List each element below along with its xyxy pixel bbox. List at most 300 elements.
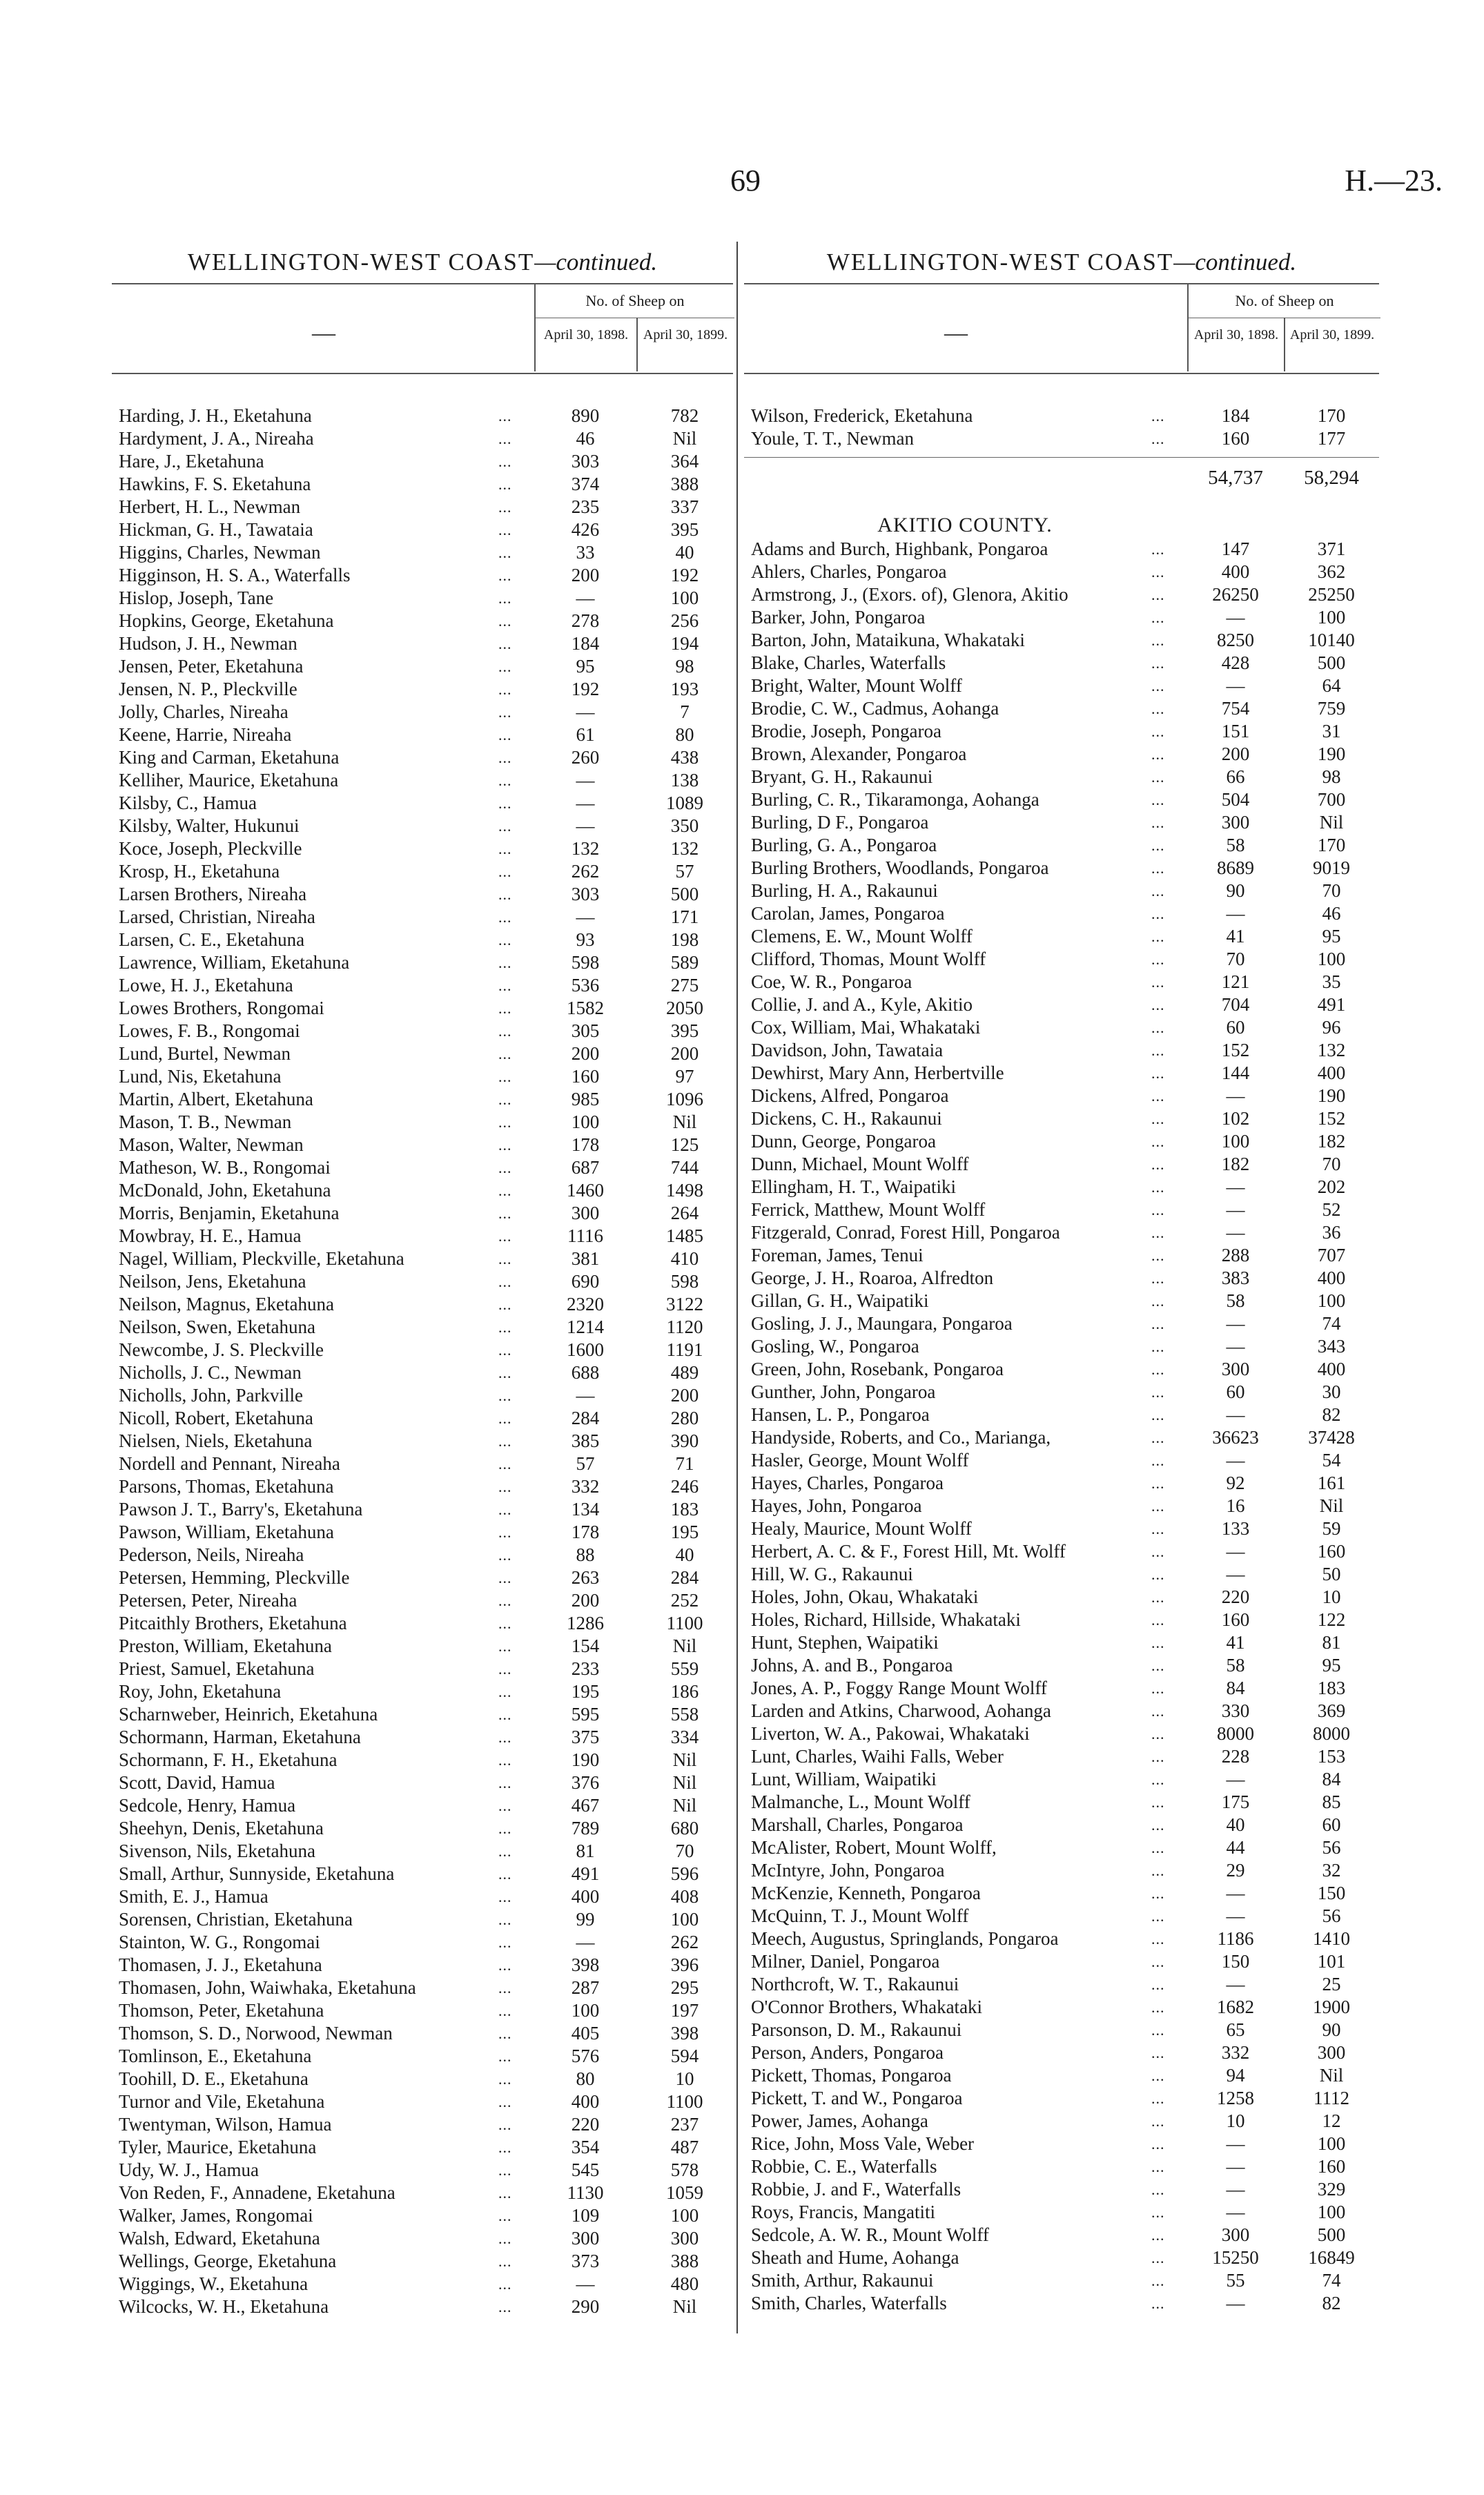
sheep-1898: 374 (571, 474, 600, 494)
table-row: McDonald, John, Eketahuna ... 1460 1498 (112, 1179, 733, 1202)
owner-name: Holes, John, Okau, Whakataki (751, 1586, 979, 1607)
table-row (744, 1107, 1379, 1130)
sheep-1898: 330 (1221, 1700, 1250, 1721)
sheep-1899: 388 (670, 2251, 699, 2271)
leader-dots: ... (1151, 677, 1165, 695)
sheep-1899: Nil (1319, 2065, 1344, 2086)
table-row (744, 834, 1379, 857)
subtotal-row (744, 457, 1379, 498)
sheep-1899: 7 (680, 701, 690, 722)
owner-name: Barker, John, Pongaroa (751, 607, 926, 628)
table-row (744, 1677, 1379, 1700)
sheep-1898: 44 (1226, 1837, 1245, 1858)
leader-dots: ... (1151, 1019, 1165, 1036)
sheep-1898: 300 (1221, 1359, 1250, 1379)
owner-name: Herbert, H. L., Newman (119, 496, 301, 517)
owner-name: Lowe, H. J., Eketahuna (119, 975, 293, 996)
owner-name: Pickett, Thomas, Pongaroa (751, 2065, 952, 2086)
leader-dots: ... (1151, 1247, 1165, 1264)
table-row (744, 629, 1379, 652)
sheep-1898: — (1226, 1336, 1245, 1357)
leader-dots: ... (1151, 2181, 1165, 2198)
sheep-1899: 81 (1322, 1632, 1341, 1653)
owner-name: Davidson, John, Tawataia (751, 1040, 944, 1060)
owner-name: Wilcocks, W. H., Eketahuna (119, 2296, 329, 2317)
table-row: Nicholls, J. C., Newman ... 688 489 (112, 1361, 733, 1384)
owner-name: Adams and Burch, Highbank, Pongaroa (751, 538, 1048, 559)
sheep-1899: 100 (1317, 2202, 1346, 2222)
table-row (744, 1472, 1379, 1495)
sheep-1899: 190 (1317, 1085, 1346, 1106)
sheep-1899: 192 (670, 565, 699, 585)
owner-name: Martin, Albert, Eketahuna (119, 1089, 313, 1109)
leader-dots: ... (1151, 791, 1165, 808)
sheep-1898: 688 (571, 1362, 600, 1383)
left-name-col-header: — (312, 320, 335, 346)
table-row: Nielsen, Niels, Eketahuna ... 385 390 (112, 1430, 733, 1453)
table-row (744, 1586, 1379, 1609)
sheep-1898: 99 (576, 1909, 595, 1930)
sheep-1899: 60 (1322, 1814, 1341, 1835)
sheep-1899: 1089 (666, 793, 703, 813)
sheep-1898: 220 (571, 2114, 600, 2135)
owner-name: Robbie, J. and F., Waterfalls (751, 2179, 961, 2200)
sheep-1898: 60 (1226, 1381, 1245, 1402)
table-row (744, 1244, 1379, 1267)
owner-name: Neilson, Swen, Eketahuna (119, 1317, 315, 1337)
leader-dots: ... (1151, 2021, 1165, 2039)
table-row: Tomlinson, E., Eketahuna ... 576 594 (112, 2045, 733, 2068)
table-row: Larsen Brothers, Nireaha ... 303 500 (112, 883, 733, 906)
leader-dots: ... (1151, 1338, 1165, 1355)
owner-name: Tomlinson, E., Eketahuna (119, 2046, 312, 2066)
sheep-1898: 375 (571, 1727, 600, 1747)
sheep-1898: — (576, 2273, 595, 2294)
table-row (744, 1335, 1379, 1358)
right-rows (744, 538, 1379, 2315)
sheep-1899: 35 (1322, 971, 1341, 992)
leader-dots: ... (1151, 2044, 1165, 2061)
sheep-1899: 25250 (1308, 584, 1355, 605)
table-row (744, 1381, 1379, 1404)
leader-dots: ... (1151, 814, 1165, 831)
owner-name: Nicholls, John, Parkville (119, 1385, 303, 1406)
sheep-1898: 26250 (1212, 584, 1259, 605)
right-col-1899: April 30, 1899. (1284, 318, 1379, 371)
sheep-1899: 30 (1322, 1381, 1341, 1402)
table-row (744, 1130, 1379, 1153)
sheep-1899: 594 (670, 2046, 699, 2066)
sheep-1898: 93 (576, 929, 595, 950)
table-row (744, 1221, 1379, 1244)
owner-name: Tyler, Maurice, Eketahuna (119, 2137, 317, 2157)
sheep-1898: 109 (571, 2205, 600, 2226)
sheep-1898: 690 (571, 1271, 600, 1292)
right-col-1898: April 30, 1898. (1187, 318, 1284, 371)
sheep-1899: 171 (670, 906, 699, 927)
sheep-1898: 41 (1226, 926, 1245, 946)
sheep-1899: 10 (675, 2068, 694, 2089)
owner-name: Stainton, W. G., Rongomai (119, 1932, 320, 1952)
sheep-1899: 400 (1317, 1062, 1346, 1083)
table-row: Nicoll, Robert, Eketahuna ... 284 280 (112, 1407, 733, 1430)
table-row (744, 1517, 1379, 1540)
sheep-1899: 8000 (1313, 1723, 1350, 1744)
table-row (744, 606, 1379, 629)
table-row: Koce, Joseph, Pleckville ... 132 132 (112, 837, 733, 860)
sheep-1899: 100 (1317, 2133, 1346, 2154)
sheep-1899: 202 (1317, 1176, 1346, 1197)
table-row (744, 2064, 1379, 2087)
page-number: 69 (730, 164, 761, 197)
table-row (744, 1928, 1379, 1950)
owner-name: Sheath and Hume, Aohanga (751, 2247, 959, 2268)
sheep-1898: — (1226, 1564, 1245, 1584)
owner-name: Ferrick, Matthew, Mount Wolff (751, 1199, 986, 1220)
owner-name: Clemens, E. W., Mount Wolff (751, 926, 973, 946)
subtotal-1898: 54,737 (1208, 467, 1263, 489)
sheep-1898: 789 (571, 1818, 600, 1838)
owner-name: Small, Arthur, Sunnyside, Eketahuna (119, 1863, 395, 1884)
table-row: Neilson, Magnus, Eketahuna ... 2320 3122 (112, 1293, 733, 1316)
table-row: Matheson, W. B., Rongomai ... 687 744 (112, 1156, 733, 1179)
sheep-1899: Nil (672, 428, 697, 449)
sheep-1898: 33 (576, 542, 595, 563)
sheep-1899: 400 (1317, 1359, 1346, 1379)
sheep-1899: 500 (1317, 2224, 1346, 2245)
leader-dots: ... (1151, 1816, 1165, 1834)
sheep-1899: 369 (1317, 1700, 1346, 1721)
owner-name: Robbie, C. E., Waterfalls (751, 2156, 937, 2177)
table-row (744, 1016, 1379, 1039)
sheep-1898: 504 (1221, 789, 1250, 810)
leader-dots: ... (1151, 1361, 1165, 1378)
table-row: Scott, David, Hamua ... 376 Nil (112, 1771, 733, 1794)
owner-name: Youle, T. T., Newman (751, 428, 914, 449)
sheep-1898: — (1226, 2293, 1245, 2313)
sheep-1898: 100 (571, 1111, 600, 1132)
table-row: Sivenson, Nils, Eketahuna ... 81 70 (112, 1840, 733, 1863)
owner-name: Gunther, John, Pongaroa (751, 1381, 936, 1402)
leader-dots: ... (1151, 407, 1165, 425)
sheep-1899: 1100 (666, 2091, 703, 2112)
sheep-1898: 228 (1221, 1746, 1250, 1767)
sheep-1898: 65 (1226, 2019, 1245, 2040)
sheep-1899: 400 (1317, 1268, 1346, 1288)
sheep-1898: 55 (1226, 2270, 1245, 2291)
leader-dots: ... (1151, 1953, 1165, 1970)
leader-dots: ... (1151, 1315, 1165, 1332)
sheep-1898: 687 (571, 1157, 600, 1178)
sheep-1898: 300 (571, 1203, 600, 1223)
sheep-1898: 1186 (1217, 1928, 1254, 1949)
table-row: Wellings, George, Eketahuna ... 373 388 (112, 2250, 733, 2273)
sheep-1898: 58 (1226, 1655, 1245, 1676)
sheep-1898: 467 (571, 1795, 600, 1816)
table-row (744, 1449, 1379, 1472)
left-heading: WELLINGTON-WEST COAST—continued. (187, 249, 658, 275)
owner-name: Brodie, Joseph, Pongaroa (751, 721, 941, 741)
table-row: Kilsby, C., Hamua ... — 1089 (112, 792, 733, 815)
sheep-1898: — (1226, 1222, 1245, 1243)
sheep-1898: 160 (1221, 1609, 1250, 1630)
sheep-1899: 70 (1322, 1154, 1341, 1174)
table-row (744, 1722, 1379, 1745)
owner-name: Sedcole, A. W. R., Mount Wolff (751, 2224, 989, 2245)
table-row (744, 561, 1379, 583)
sheep-1899: 10140 (1308, 630, 1355, 650)
table-row (744, 2110, 1379, 2133)
table-row (744, 1563, 1379, 1586)
leader-dots: ... (1151, 632, 1165, 649)
owner-name: Cox, William, Mai, Whakataki (751, 1017, 981, 1038)
sheep-1898: 200 (1221, 744, 1250, 764)
owner-name: Hasler, George, Mount Wolff (751, 1450, 969, 1470)
owner-name: Newcombe, J. S. Pleckville (119, 1339, 324, 1360)
sheep-1898: 195 (571, 1681, 600, 1702)
sheep-1899: 177 (1317, 428, 1346, 449)
sheep-1898: 381 (571, 1248, 600, 1269)
table-row: Petersen, Hemming, Pleckville ... 263 284 (112, 1566, 733, 1589)
sheep-1898: 376 (571, 1772, 600, 1793)
table-row: Kilsby, Walter, Hukunui ... — 350 (112, 815, 733, 837)
sheep-1899: 1191 (666, 1339, 703, 1360)
leader-dots: ... (1151, 837, 1165, 854)
leader-dots: ... (1151, 1794, 1165, 1811)
table-row: King and Carman, Eketahuna ... 260 438 (112, 746, 733, 769)
table-row: Priest, Samuel, Eketahuna ... 233 559 (112, 1658, 733, 1680)
table-row (744, 902, 1379, 925)
table-row: Sheehyn, Denis, Eketahuna ... 789 680 (112, 1817, 733, 1840)
table-row (744, 538, 1379, 561)
table-row: Hudson, J. H., Newman ... 184 194 (112, 632, 733, 655)
table-row (744, 2133, 1379, 2155)
sheep-1898: 704 (1221, 994, 1250, 1015)
sheep-1898: 278 (571, 610, 600, 631)
owner-name: Walker, James, Rongomai (119, 2205, 313, 2226)
leader-dots: ... (1151, 1270, 1165, 1287)
sheep-1899: 9019 (1313, 857, 1350, 878)
sheep-1899: 395 (670, 1020, 699, 1041)
sheep-1898: 57 (576, 1453, 595, 1474)
sheep-1898: 303 (571, 451, 600, 472)
sheep-1898: 133 (1221, 1518, 1250, 1539)
owner-name: Hill, W. G., Rakaunui (751, 1564, 913, 1584)
sheep-1898: 100 (571, 2000, 600, 2021)
sheep-1898: 545 (571, 2159, 600, 2180)
table-row: Neilson, Jens, Eketahuna ... 690 598 (112, 1270, 733, 1293)
sheep-1898: 1600 (567, 1339, 604, 1360)
sheep-1899: 1112 (1314, 2088, 1349, 2108)
sheep-1898: 332 (1221, 2042, 1250, 2063)
sheep-1899: 2050 (666, 998, 703, 1018)
sheep-1898: — (1226, 607, 1245, 628)
table-row (744, 880, 1379, 902)
sheep-1898: 303 (571, 884, 600, 904)
sheep-1898: — (1226, 2202, 1245, 2222)
table-row: Jolly, Charles, Nireaha ... — 7 (112, 701, 733, 724)
owner-name: Healy, Maurice, Mount Wolff (751, 1518, 972, 1539)
table-row (744, 1950, 1379, 1973)
table-row: Hickman, G. H., Tawataia ... 426 395 (112, 518, 733, 541)
owner-name: Gosling, W., Pongaroa (751, 1336, 919, 1357)
sheep-1898: 190 (571, 1749, 600, 1770)
sheep-1899: 70 (1322, 880, 1341, 901)
sheep-1899: 559 (670, 1658, 699, 1679)
table-row: Lowes, F. B., Rongomai ... 305 395 (112, 1020, 733, 1042)
sheep-1899: 46 (1322, 903, 1341, 924)
sheep-1899: 1498 (666, 1180, 703, 1201)
sheep-1898: 200 (571, 1590, 600, 1611)
table-row: Kelliher, Maurice, Eketahuna ... — 138 (112, 769, 733, 792)
owner-name: Ellingham, H. T., Waipatiki (751, 1176, 957, 1197)
sheep-1899: 491 (1317, 994, 1346, 1015)
table-row (744, 583, 1379, 606)
table-row (744, 1836, 1379, 1859)
sheep-1899: 300 (670, 2228, 699, 2249)
leader-dots: ... (1151, 430, 1165, 447)
sheep-1898: — (1226, 2179, 1245, 2200)
owner-name: Twentyman, Wilson, Hamua (119, 2114, 332, 2135)
sheep-1899: 132 (670, 838, 699, 859)
sheep-1898: — (1226, 2156, 1245, 2177)
leader-dots: ... (1151, 1885, 1165, 1902)
table-row: Nordell and Pennant, Nireaha ... 57 71 (112, 1453, 733, 1475)
sheep-1899: 362 (1317, 561, 1346, 582)
sheep-1899: 284 (670, 1567, 699, 1588)
table-row (744, 405, 1379, 427)
table-row (744, 427, 1379, 450)
table-row (744, 1745, 1379, 1768)
leader-dots: ... (1151, 609, 1165, 626)
sheep-1898: 385 (571, 1430, 600, 1451)
owner-name: Petersen, Hemming, Pleckville (119, 1567, 350, 1588)
table-row (744, 1609, 1379, 1631)
leader-dots: ... (1151, 951, 1165, 968)
owner-name: Higginson, H. S. A., Waterfalls (119, 565, 351, 585)
owner-name: Gosling, J. J., Maungara, Pongaroa (751, 1313, 1013, 1334)
sheep-1899: 54 (1322, 1450, 1341, 1470)
sheep-1898: 102 (1221, 1108, 1250, 1129)
sheep-1899: 759 (1317, 698, 1346, 719)
sheep-1898: — (1226, 1450, 1245, 1470)
table-row (744, 1768, 1379, 1791)
owner-name: Kelliher, Maurice, Eketahuna (119, 770, 339, 790)
owner-name: Rice, John, Moss Vale, Weber (751, 2133, 975, 2154)
leader-dots: ... (1151, 1042, 1165, 1059)
sheep-1899: 1485 (666, 1225, 703, 1246)
table-row: Smith, E. J., Hamua ... 400 408 (112, 1885, 733, 1908)
sheep-1899: 56 (1322, 1837, 1341, 1858)
sheep-1898: 192 (571, 679, 600, 699)
sheep-1899: 300 (1317, 2042, 1346, 2063)
leader-dots: ... (1151, 1907, 1165, 1925)
owner-name: Keene, Harrie, Nireaha (119, 724, 292, 745)
owner-name: Thomasen, J. J., Eketahuna (119, 1954, 322, 1975)
owner-name: King and Carman, Eketahuna (119, 747, 340, 768)
sheep-1899: 125 (670, 1134, 699, 1155)
sheep-1898: — (576, 1385, 595, 1406)
sheep-1899: 84 (1322, 1769, 1341, 1789)
sheep-1898: 300 (1221, 2224, 1250, 2245)
table-row: Parsons, Thomas, Eketahuna ... 332 246 (112, 1475, 733, 1498)
sheep-1899: 100 (1317, 1290, 1346, 1311)
sheep-1898: — (1226, 903, 1245, 924)
table-row (744, 2155, 1379, 2178)
sheep-1898: 890 (571, 405, 600, 426)
owner-name: Von Reden, F., Annadene, Eketahuna (119, 2182, 396, 2203)
table-row (744, 697, 1379, 720)
owner-name: Burling, C. R., Tikaramonga, Aohanga (751, 789, 1039, 810)
sheep-1898: — (1226, 2133, 1245, 2154)
sheep-1898: 94 (1226, 2065, 1245, 2086)
sheep-1899: 100 (670, 588, 699, 608)
leader-dots: ... (1151, 1224, 1165, 1241)
table-row: Stainton, W. G., Rongomai ... — 262 (112, 1931, 733, 1954)
owner-name: Collie, J. and A., Kyle, Akitio (751, 994, 973, 1015)
table-row: Hardyment, J. A., Nireaha ... 46 Nil (112, 427, 733, 450)
leader-dots: ... (1151, 563, 1165, 581)
owner-name: Nicoll, Robert, Eketahuna (119, 1408, 313, 1428)
sheep-1899: 40 (675, 542, 694, 563)
table-row: Lund, Nis, Eketahuna ... 160 97 (112, 1065, 733, 1088)
table-row: Preston, William, Eketahuna ... 154 Nil (112, 1635, 733, 1658)
sheep-1899: 410 (670, 1248, 699, 1269)
owner-name: Roy, John, Eketahuna (119, 1681, 282, 1702)
sheep-1898: 754 (1221, 698, 1250, 719)
sheep-1898: — (1226, 1085, 1245, 1106)
table-row: Toohill, D. E., Eketahuna ... 80 10 (112, 2068, 733, 2090)
sheep-1898: 29 (1226, 1860, 1245, 1881)
owner-name: Walsh, Edward, Eketahuna (119, 2228, 320, 2249)
owner-name: Jones, A. P., Foggy Range Mount Wolff (751, 1678, 1047, 1698)
sheep-1899: 170 (1317, 405, 1346, 426)
leader-dots: ... (1151, 1771, 1165, 1788)
table-row: Mowbray, H. E., Hamua ... 1116 1485 (112, 1225, 733, 1248)
table-row (744, 948, 1379, 971)
owner-name: McDonald, John, Eketahuna (119, 1180, 331, 1201)
owner-name: Nagel, William, Pleckville, Eketahuna (119, 1248, 404, 1269)
sheep-1898: 95 (576, 656, 595, 677)
sheep-1898: 598 (571, 952, 600, 973)
sheep-1899: Nil (672, 1772, 697, 1793)
leader-dots: ... (1151, 586, 1165, 603)
table-row: Harding, J. H., Eketahuna ... 890 782 (112, 405, 733, 427)
sheep-1898: 300 (1221, 812, 1250, 833)
table-row (744, 2041, 1379, 2064)
sheep-1899: 85 (1322, 1792, 1341, 1812)
sheep-1899: 589 (670, 952, 699, 973)
owner-name: Thomson, Peter, Eketahuna (119, 2000, 324, 2021)
owner-name: Pederson, Neils, Nireaha (119, 1544, 304, 1565)
owner-name: Thomson, S. D., Norwood, Newman (119, 2023, 393, 2043)
sheep-1898: 290 (571, 2296, 600, 2317)
table-row: Sorensen, Christian, Eketahuna ... 99 100 (112, 1908, 733, 1931)
sheep-1898: 92 (1226, 1473, 1245, 1493)
sheep-1899: 138 (670, 770, 699, 790)
table-row (744, 2178, 1379, 2201)
sheep-1899: 398 (670, 2023, 699, 2043)
leader-dots: ... (1151, 1862, 1165, 1879)
sheep-1899: 334 (670, 1727, 699, 1747)
owner-name: Priest, Samuel, Eketahuna (119, 1658, 315, 1679)
table-row: Neilson, Swen, Eketahuna ... 1214 1120 (112, 1316, 733, 1339)
left-table-header (112, 283, 733, 374)
leader-dots: ... (1151, 1201, 1165, 1219)
table-row: Mason, T. B., Newman ... 100 Nil (112, 1111, 733, 1134)
table-row: Newcombe, J. S. Pleckville ... 1600 1191 (112, 1339, 733, 1361)
sheep-1899: 12 (1322, 2110, 1341, 2131)
